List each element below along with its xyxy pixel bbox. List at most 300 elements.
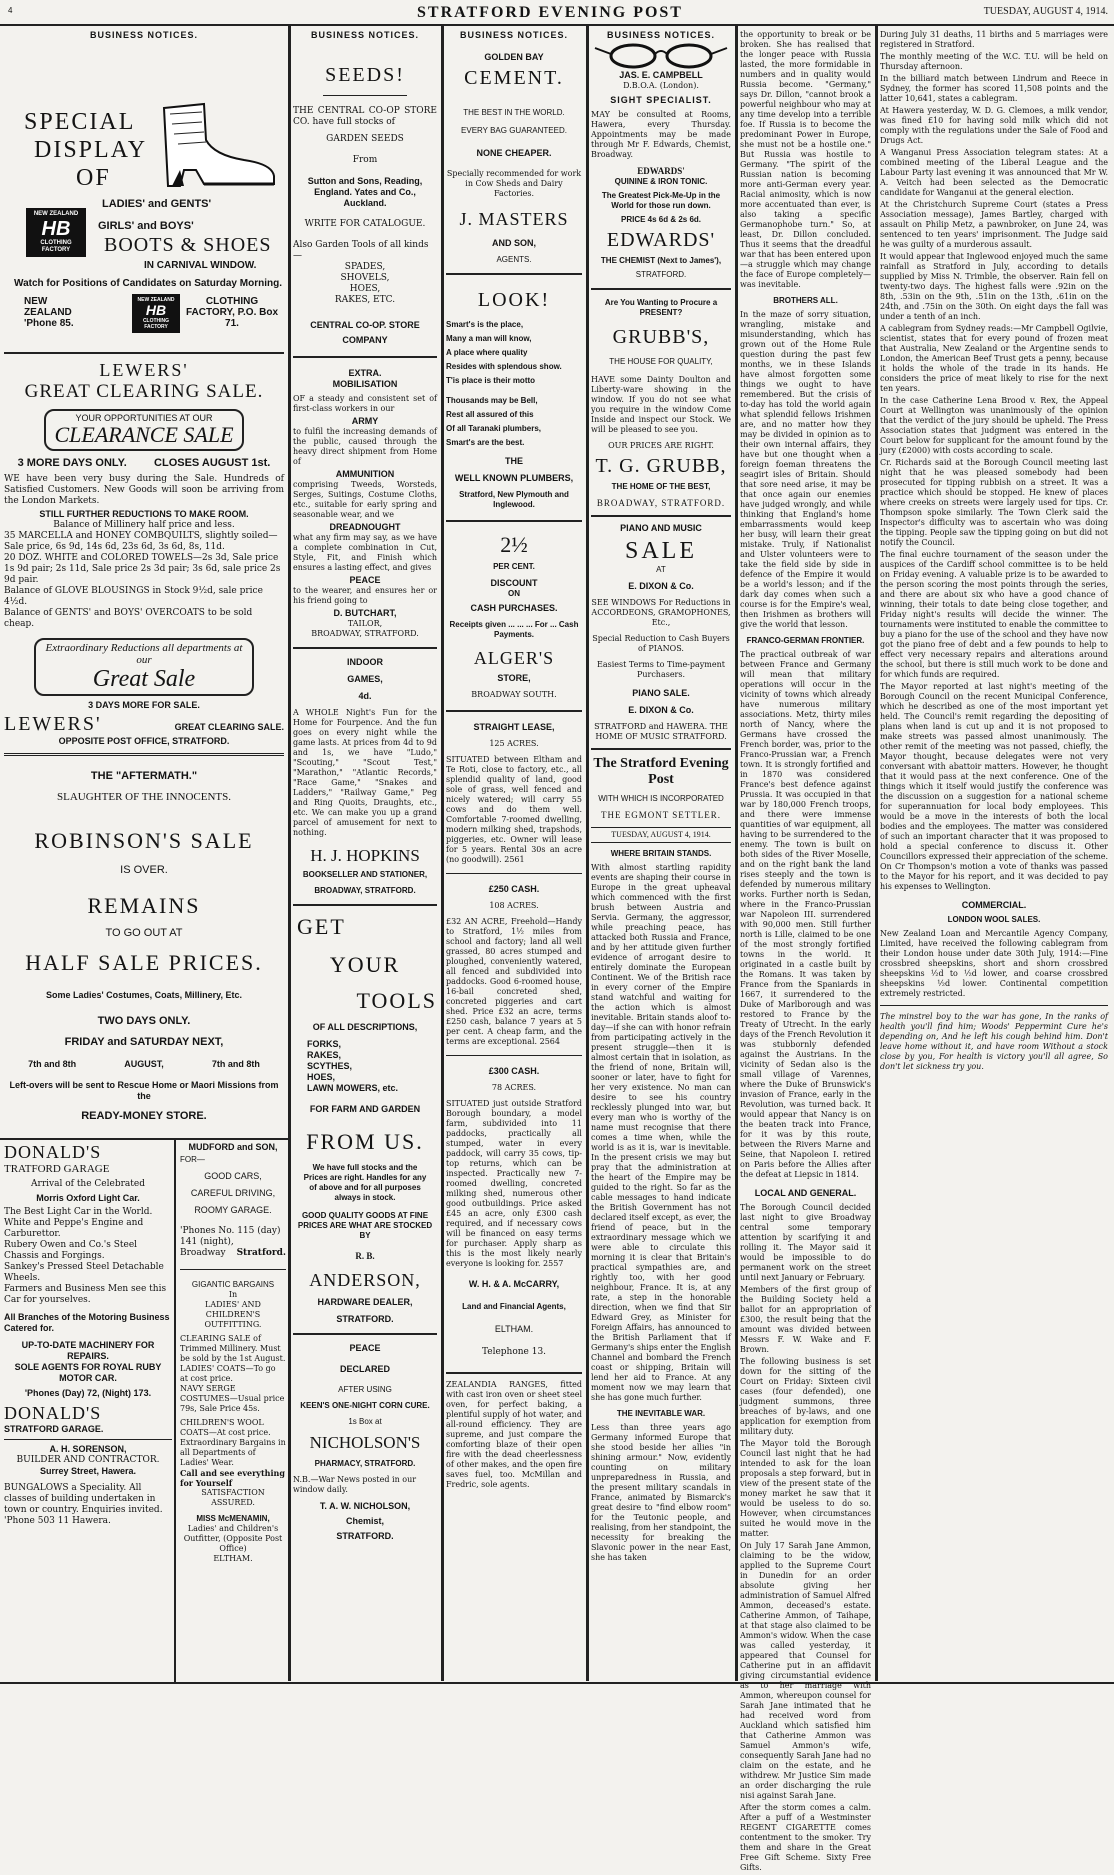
hb-logo2-top: NEW ZEALAND [137, 297, 175, 303]
business-notices-heading-4: BUSINESS NOTICES. [606, 30, 715, 40]
column-6 [880, 30, 1108, 1074]
see-windows: SEE WINDOWS For Reductions in ACCORDEONS, GRAMOPHONES, Etc., [591, 598, 731, 627]
nicholson-stratford: STRATFORD. [336, 1531, 394, 1541]
tool-rakes: RAKES, ETC. [334, 295, 396, 305]
anderson-rule [293, 1333, 437, 1335]
cash-250-body: £32 AN ACRE, Freehold—Handy to Stratford, 1½ miles from school and factory; land all well grassed, 80 acres stumped and ploughed, conveniently watered, all fenced and subdivided into paddocks. Good 6-roomed house, 16-bail concreted shed, concreted piggeries and cart shed. Price £32 an acre, terms £250 cash, balance 7 years at 5 per cent. A cheap farm, and the terms are exceptional. 2564 [446, 917, 582, 1046]
robinsons-sale: ROBINSON'S SALE [34, 828, 254, 853]
col5-p9: After the storm comes a calm. After a puff of a Westminster REGENT CIGARETTE comes contentment to the smoker. Try them and share in the Great Free Gift Scheme. Sixty Free Gifts. [740, 1803, 871, 1872]
ad-rule-2 [4, 753, 284, 756]
campbell: JAS. E. CAMPBELL [619, 70, 703, 80]
leftovers: Left-overs will be sent to Rescue Home or Maori Missions from the [9, 1080, 279, 1101]
hb-logo-1 [26, 208, 86, 253]
donalds-rule-v [174, 1140, 176, 1682]
girls-boys: GIRLS' and BOYS' [98, 220, 194, 232]
discount-on: ON [508, 589, 520, 598]
great-clearing-sale: GREAT CLEARING SALE. [24, 381, 264, 402]
dateline-rule-bottom [591, 842, 731, 843]
slaughter: SLAUGHTER OF THE INNOCENTS. [57, 791, 231, 803]
col6-p11: The final euchre tournament of the season under the auspices of the Cardiff school committee is to be held on Friday evening. A valuable prize is to be awarded to the person scoring the most points through the series, and there are about six who have a good chance of winning, their totals to date being close together, and Friday night's results will decide the winner. The tournaments were instituted to enable the committee to buy a piano for the use of the school and they have now got the piano free of debt and a few pounds to help to effect very necessary repairs and alterations around the school, but there is still much work to be done and for which funds are required. [880, 550, 1108, 679]
cement: CEMENT. [464, 67, 564, 89]
zealandia-ranges: ZEALANDIA RANGES, fitted with cast iron oven or sheet steel oven, for perfect baking, a plentiful supply of hot water, and all-round efficiency. They are supreme, and just compare the comforting blaze of their open fire with the dead cheerlessness of other makes, and the open fire saves fuel, too. McMillan and Fredric, sole agents. [446, 1380, 582, 1489]
price-quinine: PRICE 4s 6d & 2s 6d. [620, 215, 702, 224]
keens-corn-cure: KEEN'S ONE-NIGHT CORN CURE. [300, 1401, 430, 1410]
quinine-iron: QUININE & IRON TONIC. [614, 177, 708, 186]
farm-garden: FOR FARM AND GARDEN [309, 1104, 421, 1114]
tools-word: TOOLS [356, 988, 437, 1013]
tool-scythes: SCYTHES, [307, 1061, 353, 1071]
tg-grubb: T. G. GRUBB, [595, 455, 727, 477]
hb-logo-letters: HB [41, 218, 71, 240]
paper-title: The Stratford Evening Post [593, 756, 729, 787]
carnival-window: IN CARNIVAL WINDOW. [144, 260, 257, 271]
tool-hoes: HOES, [349, 284, 381, 294]
still-further: STILL FURTHER REDUCTIONS TO MAKE ROOM. [39, 509, 249, 519]
col5-p7: The Mayor told the Borough Council last night that he had intended to ask for the loan proposals a step forward, but in view of the present state of the money market he saw that it would be useless to do so. However, when circumstances suited he would move in the matter. [740, 1439, 871, 1538]
lease-rule [446, 873, 582, 874]
hb-logo-top: NEW ZEALAND [33, 211, 79, 217]
edwards-stratford: STRATFORD. [635, 270, 687, 279]
mob-body-2: to fulfil the increasing demands of the public, caused through the heavy direct shipment from Home of [293, 427, 437, 466]
indoor: INDOOR [347, 657, 383, 667]
morris-oxford: Morris Oxford Light Car. [36, 1193, 140, 1203]
wanting-present: Are You Wanting to Procure a PRESENT? [604, 298, 718, 317]
ad-rule [4, 352, 284, 354]
cash-300-body: SITUATED just outside Stratford Borough boundary, a model farm, subdivided into 11 paddocks, practically all stumped, water in every paddock, will carry 35 cows, tip-top returns, which can be inspected. Practically new 7-roomed dwelling, concreted milking shed, numerous other good outbuildings. Price asked £45 an acre, only £300 cash required, and if necessary cows will be financed on easy terms for purchaser. Apply sharp as this is the most likely nearly everyone is looking for. 2557 [446, 1099, 582, 1268]
seeds-end-rule [293, 356, 437, 358]
col6-p5: A Wanganui Press Association telegram states: At a combined meeting of the Liberal League and the Labour Party last evening it was announced that Mr W. A. Veitch had been selected as the Democratic candidate for Wanganui at the general election. [880, 148, 1108, 197]
special-reduction: Special Reduction to Cash Buyers of PIANOS. [592, 634, 730, 653]
home-of-best: THE HOME OF THE BEST, [611, 482, 711, 491]
piano-music: PIANO AND MUSIC [620, 523, 702, 533]
gigantic-in: In [228, 1290, 238, 1299]
lewers-name: LEWERS' [4, 713, 102, 735]
great-sale-banner-top: Extraordinary Reductions all departments at our [45, 642, 243, 666]
house-for-quality: THE HOUSE FOR QUALITY, [609, 357, 713, 366]
piano-sale: PIANO SALE. [632, 688, 690, 698]
tool-forks: FORKS, [307, 1039, 342, 1049]
franco-german: FRANCO-GERMAN FRONTIER. [746, 636, 865, 645]
grubb-broadway: BROADWAY, STRATFORD. [596, 498, 726, 508]
local-general: LOCAL AND GENERAL. [754, 1188, 857, 1198]
outfitter-eltham: ELTHAM. [213, 1554, 253, 1563]
remains: REMAINS [87, 893, 201, 918]
pharmacy: PHARMACY, STRATFORD. [314, 1459, 416, 1468]
col5-p3: The practical outbreak of war between France and Germany will mean that military operations will occur in the vicinity of towns which already have numerous military associations. Metz, thirty miles north of Nancy, where the Germans have crossed the French border, was, prior to the Franco-Prussian war, a French town. It is strongly fortified and in 1870 was considered France's best defence against Prussia. It was occupied in that war by 180,000 French troops, and there were immense quantities of war equipment, all having to be surrendered to the enemy. The town is built on both sides of the River Moselle, and on the right bank the land rises steeply and the town is defended by numerous military works. Further north is Sedan, where in the Franco-Prussian war Napoleon III. surrendered with 90,000 men. Still further north is Lille, claimed to be one of the most strongly fortified towns in the world. It originated in a castle built by the Romans. It was taken by France from the Spaniards in 1667, it surrendered to the Duke of Marlborough and was restored to France by the Treaty of Utrecht. In the early days of the French Revolution it was stubbornly defended against the Austrians. In the vicinity of Sedan also is the small village of Varennes, where the Duke of Brunswick's invasion of France, early in the Revolution, was turned back. It would appear that Nancy is on the beaten track into France, for it was by this route, between the Rivers Marne and Seine, that Napoleon I. retired on Paris before the Allies after the defeat at Liepsic in 1814. [740, 650, 871, 1179]
nicholsons: NICHOLSON'S [309, 1433, 421, 1452]
boots-shoes: BOOTS & SHOES [104, 234, 272, 256]
lewers-intro: WE have been very busy during the Sale. Hundreds of Satisfied Customers. New Goods will soon be arriving from the London Markets. [4, 474, 284, 506]
col5-p8: On July 17 Sarah Jane Ammon, claiming to be the widow, applied to the Supreme Court in Dunedin for an order absolute giving her administration of Samuel Alfred Ammon, deceased's estate. Catherine Ammon, of Taihape, at that stage also claimed to be Ammon's widow. When the case was called yesterday, it appeared that Counsel for Catherine put in an affidavit giving circumstantial evidence as to her marriage with Ammon, whereupon counsel for Sarah Jane intimated that he had received word from Auckland which satisfied him that Catherine Ammon was Samuel Ammon's wife, consequently Sarah Jane had no claim on the estate, and he withdrew. Mr Justice Sim made an order discharging the rule nisi against Sarah Jane. [740, 1541, 871, 1800]
look: LOOK! [477, 289, 551, 311]
chemist: Chemist, [345, 1516, 384, 1526]
cash-purchases: CASH PURCHASES. [470, 603, 558, 613]
mudford-for: FOR— [180, 1155, 205, 1164]
acrostic-line-6: Thousands may be Bell, [446, 396, 538, 405]
anderson: ANDERSON, [309, 1270, 421, 1290]
one-box: 1s Box at [348, 1417, 382, 1426]
masthead-title: STRATFORD EVENING POST [417, 4, 683, 21]
lease-body: SITUATED between Eltham and Te Roti, close to factory, etc., all splendid quality of land, good sole of grass, well fenced and nicely watered; will carry 55 cows and do them well. Comfortable 7-roomed dwelling, modern milking shed, trapshods, piggeries, etc. Owner will lease for 5 years. Rental 30s an acre (no goodwill). 2561 [446, 755, 582, 864]
three-days-more: 3 DAYS MORE FOR SALE. [88, 700, 200, 710]
date-left: 7th and 8th [28, 1059, 77, 1069]
col6-p13: New Zealand Loan and Mercantile Agency Company, Limited, have received the following cablegram from their London house under date 30th July, 1914:—Fine crossbred sheepskins, short and shorn crossbred sheepskins ½d to ½d lower, and coarse crossbred sheepskins ½d lower. Continental competition extremely restricted. [880, 929, 1108, 998]
declared: DECLARED [339, 1364, 390, 1374]
acres-78: 78 ACRES. [491, 1083, 537, 1092]
edwards-rule [591, 288, 731, 290]
lewers-clearing: GREAT CLEARING SALE. [174, 722, 284, 732]
mudford-stratford: Stratford. [236, 1248, 286, 1258]
page-number: 4 [8, 6, 13, 15]
none-cheaper: NONE CHEAPER. [476, 148, 552, 158]
two-days-only: TWO DAYS ONLY. [97, 1015, 191, 1027]
butchart: D. BUTCHART, [333, 608, 397, 618]
taw-nicholson: T. A. W. NICHOLSON, [319, 1501, 411, 1511]
dateline-rule-top [591, 827, 731, 828]
broadway-south: BROADWAY SOUTH. [471, 690, 557, 699]
acres-125: 125 ACRES. [489, 739, 539, 748]
display-word: DISPLAY [34, 137, 148, 163]
easiest-terms: Easiest Terms to Time-payment Purchasers. [597, 660, 725, 679]
lewers-days-row [4, 457, 284, 470]
donalds-title-2: DONALD'S [4, 1403, 102, 1423]
algers-store: STORE, [497, 673, 531, 683]
lewers-line-4: Balance of GENTS' and BOYS' OVERCOATS to be sold cheap. [4, 608, 253, 629]
egmont-settler: THE EGMONT SETTLER. [600, 810, 722, 820]
arrival: Arrival of the Celebrated [31, 1179, 145, 1189]
ready-money-store: READY-MONEY STORE. [81, 1110, 207, 1122]
acrostic-line-3: A place where quality [446, 348, 528, 357]
col5-p5: Members of the first group of the Building Society held a ballot for an appropriation of £300, the result being that the amount was divided between Messrs F. W. Wake and F. Brown. [740, 1285, 871, 1354]
receipts: Receipts given ... ... ... For ... Cash Payments. [449, 620, 579, 639]
mudford-address [180, 1248, 286, 1259]
anderson-stratford: STRATFORD. [336, 1314, 394, 1324]
the-plumbers: THE [505, 456, 523, 466]
column-3 [446, 30, 582, 1492]
col5-p2: In the maze of sorry situation, wrangling, mistake and misunderstanding, which has grown out of the Home Rule question during the past few months, we in these Islands have almost forgotten some things we ought to have remembered. But the crisis of to-day has told the world again what splendid fellows Irishmen are, and no matter how they may be divided in opinion as to their own internal affairs, they have but one thought when a foreign foeman threatens the seagirt isles of Britain. Should that sore need arise, it may be that once again our enemies have judged wrongly, and while thinking that England's home embarrassments would keep her busy, will learn their great mistake. Truly, if Nationalist and Ulster volunteers were to take the field side by side in defence of the Empire it would be a world's lesson; and if the dark day comes when such a course is for the Empire's weal, then Irishmen as brothers will give the world that lesson. [740, 310, 871, 629]
surrey-street: Surrey Street, Hawera. [39, 1466, 137, 1476]
plumbers-rule [446, 520, 582, 522]
tool-lawn-mowers: LAWN MOWERS, etc. [307, 1083, 399, 1093]
ammunition: AMMUNITION [335, 469, 395, 479]
land-financial: Land and Financial Agents, [462, 1302, 566, 1311]
acrostic-line-5: T'is place is their motto [446, 376, 536, 385]
lewers-line-1: 35 MARCELLA and HONEY COMBQUILTS, slightly soiled—Sale price, 6s 9d, 14s 6d, 23s 6d, 3s 6d, 8s, 11d. [4, 531, 278, 552]
sight-specialist: SIGHT SPECIALIST. [610, 95, 712, 105]
games: GAMES, [347, 674, 383, 684]
tratford-garage: TRATFORD GARAGE [4, 1163, 110, 1175]
donald-line-3: Rubery Owen and Co.'s Steel Chassis and Forgings. [4, 1240, 138, 1261]
mudford-phones: 'Phones No. 115 (day) 141 (night), [180, 1226, 281, 1247]
call-and-see: Call and see everything for Yourself [180, 1468, 285, 1488]
gigantic-bargains: GIGANTIC BARGAINS [191, 1280, 275, 1289]
outfitter: Ladies' and Children's Outfitter, (Opposite Post Office) [183, 1524, 283, 1553]
mudford-ad [180, 1142, 286, 1564]
lewers-footer [4, 713, 284, 736]
also-garden-tools: Also Garden Tools of all kinds— [293, 240, 429, 261]
hopkins: H. J. HOPKINS [310, 846, 420, 865]
sale-at: AT [656, 565, 666, 574]
column-rule-1 [288, 26, 291, 1681]
two-half: 2½ [500, 532, 528, 557]
clearing-millinery: CLEARING SALE of Trimmed Millinery. Must be sold by the 1st August. [180, 1334, 286, 1363]
peace-2: PEACE [349, 1343, 381, 1353]
mudford-item-3: ROOMY GARAGE. [194, 1205, 272, 1215]
hb-logo2-bottom: CLOTHING FACTORY [142, 318, 170, 330]
four-d: 4d. [358, 691, 372, 701]
from-us: FROM US. [306, 1129, 424, 1154]
donalds-title: DONALD'S [4, 1142, 102, 1162]
sole-agents: SOLE AGENTS FOR ROYAL RUBY MOTOR CAR. [14, 1362, 162, 1383]
clothing-factory: CLOTHING FACTORY, P.O. Box 71. [185, 296, 279, 329]
masters: J. MASTERS [459, 209, 569, 229]
col6-p10: Cr. Richards said at the Borough Council meeting last night that he was pleased somebody had been prosecuted for tipping rubbish on a street. It was a practice which should be stopped. He knew of places where creeks on streets were largely used for tips. Cr. Thompson spoke similarly. The Town Clerk said the Inspector's difficulty was to ascertain who was doing the tipping. People saw the tipping going on but did not notify the Council. [880, 458, 1108, 547]
closes-august: CLOSES AUGUST 1st. [154, 457, 271, 469]
donald-line-1: The Best Light Car in the World. [4, 1207, 153, 1217]
mudford-item-1: GOOD CARS, [204, 1171, 262, 1181]
incorporated: WITH WHICH IS INCORPORATED [598, 794, 724, 803]
satisfaction: SATISFACTION ASSURED. [201, 1488, 265, 1507]
acrostic-line-1: Smart's is the place, [446, 320, 524, 329]
business-notices-heading-3: BUSINESS NOTICES. [459, 30, 568, 40]
grubb-body: HAVE some Dainty Doulton and Liberty-ware showing in the window. If you do not see what you require in the window Come Inside and inspect our Stock. We will be pleased to see you. [591, 375, 731, 434]
best-in-world: THE BEST IN THE WORLD. [463, 108, 565, 117]
dixon-2: E. DIXON & Co. [628, 705, 694, 715]
edwards: EDWARDS' [606, 229, 716, 251]
we-have-full: We have full stocks and the Prices are right. Handles for any of above and for all purposes always in stock. [303, 1163, 427, 1202]
dboa: D.B.O.A. (London). [623, 81, 699, 90]
mudford-title: MUDFORD and SON, [188, 1142, 278, 1152]
three-more-days: 3 MORE DAYS ONLY. [17, 457, 127, 469]
well-known: WELL KNOWN PLUMBERS, [454, 473, 574, 483]
after-using: AFTER USING [338, 1385, 392, 1394]
col6-p4: At Hawera yesterday, W. D. G. Clemoes, a milk vendor, was fined £10 for having sold milk which did not comply with the regulations under the Sale of Food and Drugs Act. [880, 106, 1108, 145]
telephone-13: Telephone 13. [481, 1347, 547, 1357]
friday-saturday: FRIDAY and SATURDAY NEXT, [64, 1036, 224, 1048]
business-notices-heading: BUSINESS NOTICES. [89, 30, 198, 40]
sale: SALE [625, 538, 697, 564]
bottom-rule [0, 1682, 1114, 1684]
get-word: GET [297, 914, 346, 939]
miss-mcmenamin: MISS McMENAMIN, [196, 1514, 270, 1523]
mudford-rule [180, 1269, 286, 1270]
dixon: E. DIXON & Co. [628, 581, 694, 591]
acrostic-line-9: Smart's are the best. [446, 438, 525, 447]
hb-logo-2 [132, 294, 180, 333]
boot-illustration [144, 100, 280, 192]
col6-p8: A cablegram from Sydney reads:—Mr Campbell Ogilvie, scientist, states that for every pound of frozen meat that Australia, New Zealand or the Argentine sends to London, the American Beef Trust gets a penny, because it holds the whole of the trade in its hands. He considers the price of meat likely to rise for the next ten years. [880, 324, 1108, 393]
garden-seeds: GARDEN SEEDS [326, 134, 404, 144]
special-word: SPECIAL [24, 109, 136, 135]
balance-millinery: Balance of Millinery half price and less. [53, 520, 235, 530]
dateline: TUESDAY, AUGUST 4, 1914. [611, 830, 711, 839]
grubbs: GRUBB'S, [612, 326, 710, 348]
col5-p4: The Borough Council decided last night to give Broadway central some temporary attention by scarifying it and rolling it. The Mayor said it would be impossible to do permanent work on the street until next January or February. [740, 1203, 871, 1282]
butchart-rule [293, 647, 437, 649]
cash-300: £300 CASH. [488, 1066, 540, 1076]
dreadnought: DREADNOUGHT [329, 522, 401, 532]
tool-hoes-2: HOES, [307, 1072, 336, 1082]
good-quality: GOOD QUALITY GOODS AT FINE PRICES ARE WHAT ARE STOCKED BY [297, 1211, 433, 1240]
masthead-rule [0, 24, 1114, 26]
column-rule-3 [586, 26, 589, 1681]
army: ARMY [351, 416, 379, 426]
agents: AGENTS. [496, 255, 532, 264]
discount: DISCOUNT [490, 578, 538, 588]
where-body: With almost startling rapidity events are shaping their course in Europe in the great upheaval which commenced with the first brush between Austria and Servia. Germany, the aggressor, while preaching peace, has attacked both Russia and France, and by her attitude given further evidence of arrogant desire to entirely dominate the European Continent. We of the British race in every corner of the Empire stand watchful and waiting for the action which is almost inevitable. Britain stands aloof to-day—if she can with honor refrain from participating actively in the present struggle—then it is almost certain that in isolation, as the friend of none, Britain will, sooner or later, have to fight for her very existence. No man can desire to see his country recklessly plunged into war, but every man who is worthy of the name must recognise that there comes a time when, while the world is as it is, war is inevitable. In the present crisis we may but pray that the administration at the heart of the Empire may be guided to the right. So far as the cable messages to hand indicate the British Government has not declared itself except, as ever, the friend of peace, but in the extraordinary message which we were able to circulate this morning it is clear that Britain's practical sympathies are, and rightly too, with her good neighbour, France. It is, at any rate, a step in the honorable direction, when we find that Sir Edward Grey, as Minister for Foreign Affairs, has announced to the British Parliament that if Germany's ships enter the English Channel and bombard the French coast or shipping, Britain will lend her aid to France. At any moment now we may learn that she has gone much further. [591, 863, 731, 1402]
column-1 [4, 30, 284, 1123]
sutton: Sutton and Sons, Reading, England. Yates and Co., Auckland. [307, 176, 423, 208]
mob-body-4: what any firm may say, as we have a complete combination in Cut, Style, Fit, and Finish which ensures a lasting effect, and gives [293, 533, 437, 572]
dates-row [4, 1059, 284, 1070]
bungalows: BUNGALOWS a Speciality. All classes of building undertaken in town or country. Enquiries invited. 'Phone 503 11 Hawera. [4, 1483, 163, 1526]
col6-p7: It would appear that Inglewood enjoyed much the same rainfall as Stratford in July, according to details supplied by Miss N. Trimble, the observer. Rain fell on twenty-two days. The highest falls were .92in on the 8th, .53in on the 9th, .51in on the 13th, .61in on the 24th, and .75in on the 30th. On eight days the fall was under a tenth of an inch. [880, 252, 1108, 321]
bookseller: BOOKSELLER AND STATIONER, [302, 870, 428, 879]
watch-positions: Watch for Positions of Candidates on Saturday Morning. [14, 278, 282, 289]
commercial: COMMERCIAL. [961, 900, 1027, 910]
mccarry-rule [446, 1372, 582, 1374]
col6-p9: In the case Catherine Lena Brood v. Rex, the Appeal Court at Wellington was unanimously of the opinion that the verdict of the jury should be upheld. The Press Association states that judgment was entered in the Court below for supplicant for the amount found by the jury (£2000) with costs according to scale. [880, 396, 1108, 455]
column-rule-2 [441, 26, 444, 1681]
acrostic-line-4: Resides with splendous show. [446, 362, 562, 371]
mob-body-5: to the wearer, and ensures her or his friend going to [293, 586, 437, 605]
masters-rule [446, 273, 582, 275]
may-be-consulted: MAY be consulted at Rooms, Hawera, every Thursday. Appointments may be made through Mr F. Edwards, Chemist, Broadway. [591, 110, 731, 159]
our-prices: OUR PRICES ARE RIGHT. [608, 441, 714, 450]
donald-line-5: Farmers and Business Men see this Car for yourselves. [4, 1284, 167, 1305]
seeds-rule [323, 95, 407, 96]
column-5 [740, 30, 871, 1875]
aftermath: THE "AFTERMATH." [90, 770, 198, 782]
spectacles-icon [591, 42, 731, 70]
butchart-broadway: BROADWAY, STRATFORD. [311, 629, 419, 638]
games-body: A WHOLE Night's Fun for the Home for Fourpence. And the fun goes on every night while the game lasts. At prices from 4d to 9d and 1s, we have "Ludo," "Scouting," "Scout Test," "Marathon," "Atlantic Records," "Race Game," "Snakes and Ladders," "Railway Game," Peg and Ring Quoits, Draughts, etc., etc. We can make you up a grand parcel of amusement for next to nothing. [293, 708, 437, 837]
cash-250-rule [446, 1055, 582, 1056]
tool-rakes-2: RAKES, [307, 1050, 342, 1060]
acrostic-line-2: Many a man will know, [446, 334, 532, 343]
column-2 [293, 30, 437, 1542]
lewers-heading: LEWERS' [99, 360, 189, 380]
date-right: 7th and 8th [211, 1059, 260, 1069]
to-go-out: TO GO OUT AT [105, 927, 183, 939]
central-coop: CENTRAL CO-OP. STORE [310, 320, 420, 330]
stratford-new-plymouth: Stratford, New Plymouth and Inglewood. [459, 490, 569, 509]
extraordinary-bargains: Extraordinary Bargains in all Departments of Ladies' Wear. [180, 1438, 286, 1467]
half-sale-prices: HALF SALE PRICES. [25, 950, 263, 975]
col6-rule [880, 1005, 1108, 1006]
and-son: AND SON, [491, 238, 536, 248]
col1-divider [0, 1138, 288, 1140]
lewers-line-3: Balance of GLOVE BLOUSINGS in Stock 9½d, sale price 4½d. [4, 586, 263, 607]
column-rule-4 [735, 26, 738, 1681]
childrens-wool: CHILDREN'S WOOL COATS—At cost price. [180, 1418, 271, 1437]
stratford-hawera: STRATFORD and HAWERA. THE HOME OF MUSIC STRATFORD. [594, 722, 728, 741]
col6-p3: In the billiard match between Lindrum and Reece in Sydney, the former has scored 11,508 points and the latter 10,641, states a cablegram. [880, 74, 1108, 103]
col6-p6: At the Christchurch Supreme Court (states a Press Association message), James Bartley, charged with assault on Philip Metz, a pawnbroker, on June 24, was sentenced to ten years' imprisonment. The Judge said he was guilty of a murderous assault. [880, 200, 1108, 249]
seeds-body: THE CENTRAL CO-OP STORE CO. have full stocks of [293, 106, 437, 127]
hb-logo2-letters: HB [145, 302, 167, 318]
peace-1: PEACE [349, 575, 381, 585]
mobilisation: MOBILISATION [332, 379, 398, 389]
opposite-post-office: OPPOSITE POST OFFICE, STRATFORD. [58, 736, 230, 746]
write-catalogue: WRITE FOR CATALOGUE. [304, 219, 426, 229]
donalds-phones: 'Phones (Day) 72, (Night) 173. [24, 1388, 152, 1398]
cash-250: £250 CASH. [488, 884, 540, 894]
acrostic-line-8: Of all Taranaki plumbers, [446, 424, 541, 433]
ladies-gents: LADIES' and GENTS' [102, 198, 212, 210]
hopkins-rule [293, 904, 437, 906]
donald-line-2: White and Peppe's Engine and Carburettor. [4, 1218, 144, 1239]
seeds-from: From [352, 155, 378, 165]
seeds-title: SEEDS! [325, 64, 405, 86]
is-over: IS OVER. [120, 864, 168, 876]
sorenson: A. H. SORENSON, [49, 1444, 127, 1454]
golden-bay: GOLDEN BAY [484, 52, 544, 62]
donalds-rule [4, 1439, 172, 1440]
grubb-rule [591, 515, 731, 517]
where-britain-stands: WHERE BRITAIN STANDS. [610, 849, 712, 858]
acres-108: 108 ACRES. [489, 901, 539, 910]
mccarry-eltham: ELTHAM. [494, 1324, 534, 1334]
col5-p1: the opportunity to break or be broken. She has realised that the longer peace with Russia lasted, the more formidable in numbers and in quality would Russia become. "Germany," says Dr. Dillon, "cannot brook a powerful neighbour who may at any time develop into a terrible foe. If Russia is to become the predominant Power in Europe, she must not be a hostile one." But Russia was hostile to Germany. "The spirit of the Russian nation is becoming more anti-German every year. Racial animosity, which is now more accentuated than ever, is also taking a specific Germanophobe turn." So, at least, Dr. Dillon concluded. Thus it seems that the dreadful war that has been entered upon—a struggle which may change the face of Europe completely—was inevitable. [740, 30, 871, 289]
masthead-date: TUESDAY, AUGUST 4, 1914. [983, 6, 1108, 17]
business-notices-heading-2: BUSINESS NOTICES. [310, 30, 419, 40]
edwards-quinine-title: EDWARDS' [637, 166, 685, 176]
extra: EXTRA. [348, 368, 382, 378]
mccarry: W. H. & A. McCARRY, [468, 1279, 560, 1289]
ladies-children-outfitting: LADIES' AND CHILDREN'S OUTFITTING. [204, 1300, 262, 1329]
mob-body-3: comprising Tweeds, Worsteds, Serges, Suitings, Costume Cloths, etc., suitable for early spring and seasonable wear, and we [293, 480, 437, 519]
london-wool-sales: LONDON WOOL SALES. [947, 915, 1041, 924]
boot-ad [4, 40, 284, 330]
acrostic [446, 320, 582, 448]
dixon-rule [591, 748, 731, 750]
coop-company: COMPANY [342, 335, 388, 345]
all-branches: All Branches of the Motoring Business Catered for. [4, 1312, 170, 1333]
col6-p12: The Mayor reported at last night's meeting of the Borough Council on the recent Municipal Conference, which he described as one of the most important yet held. The Council's remit regarding the depositing of plans when land is cut up and it is not proposed to make streets was passed almost unanimously. The other remit of the meeting was not passed, chiefly, the Mayor thought, because delegates were not very conversant with abattoir matters. However, he thought that it would pass at the next conference. One of the things which it itself would justify the conference was the discussion on a suggestion for a national scheme for superannuation for local body employees. This would be a move in the interests of both the local bodies and the employees. The matter was considered of such an important character that it was proposed to hold a special conference to discuss it. Other Councillors expressed their appreciation of the scheme. On Cr Thompson's motion a vote of thanks was passed to the Mayor for his report, and it was decided to pay his expenses to Wellington. [880, 682, 1108, 891]
per-cent: PER CENT. [493, 562, 535, 571]
tool-spades: SPADES, [344, 262, 386, 272]
builder: BUILDER AND CONTRACTOR. [16, 1455, 160, 1465]
mudford-item-2: CAREFUL DRIVING, [190, 1188, 276, 1198]
some-ladies: Some Ladies' Costumes, Coats, Millinery, Etc. [45, 990, 243, 1000]
col5-p6: The following business is set down for the sitting of the Court on Friday: Sixteen civil cases (four defended), one judgment summons, three breaches of by-laws, and one application for exemption from military duty. [740, 1357, 871, 1436]
lewers-line-2: 20 DOZ. WHITE and COLORED TOWELS—2s 3d, Sale price 1s 9d pair; 2s 11d, Sale price 2s 3d pair; 3s 6d, sale price 2s 9d pair. [4, 553, 281, 585]
col6-p14: The minstrel boy to the war has gone, In the ranks of health you'll find him; Woods' Peppermint Cure he's depending on, And he left his cough behind him. Don't leave home without it, and have room Without a stock close by you, For health is victory you'll all agree, So don't let sickness try you. [880, 1012, 1108, 1071]
hopkins-broadway: BROADWAY, STRATFORD. [314, 886, 416, 895]
donald-line-4: Sankey's Pressed Steel Detachable Wheels. [4, 1262, 164, 1283]
algers-rule [446, 710, 582, 712]
straight-lease: STRAIGHT LEASE, [473, 722, 555, 732]
date-mid: AUGUST, [124, 1059, 164, 1069]
column-4 [591, 30, 731, 1565]
nz-phone: NEW ZEALAND 'Phone 85. [24, 296, 74, 329]
brothers-all: BROTHERS ALL. [773, 296, 838, 305]
hb-logo-bottom: CLOTHING FACTORY [40, 240, 72, 253]
mudford-broadway: Broadway [180, 1248, 226, 1258]
your-word: YOUR [329, 952, 401, 977]
of-all-descriptions: OF ALL DESCRIPTIONS, [312, 1022, 418, 1032]
tool-shovels: SHOVELS, [340, 273, 390, 283]
clearance-banner-main: CLEARANCE SALE [54, 422, 234, 447]
great-sale-banner-main: Great Sale [92, 666, 196, 692]
hardware-dealer: HARDWARE DEALER, [317, 1297, 413, 1307]
col6-p2: The monthly meeting of the W.C. T.U. will be held on Thursday afternoon. [880, 52, 1108, 71]
acrostic-line-7: Rest all assured of this [446, 410, 534, 419]
column-rule-5 [875, 26, 878, 1681]
specially: Specially recommended for work in Cow Sheds and Dairy Factories. [446, 169, 582, 198]
algers: ALGER'S [473, 648, 555, 668]
